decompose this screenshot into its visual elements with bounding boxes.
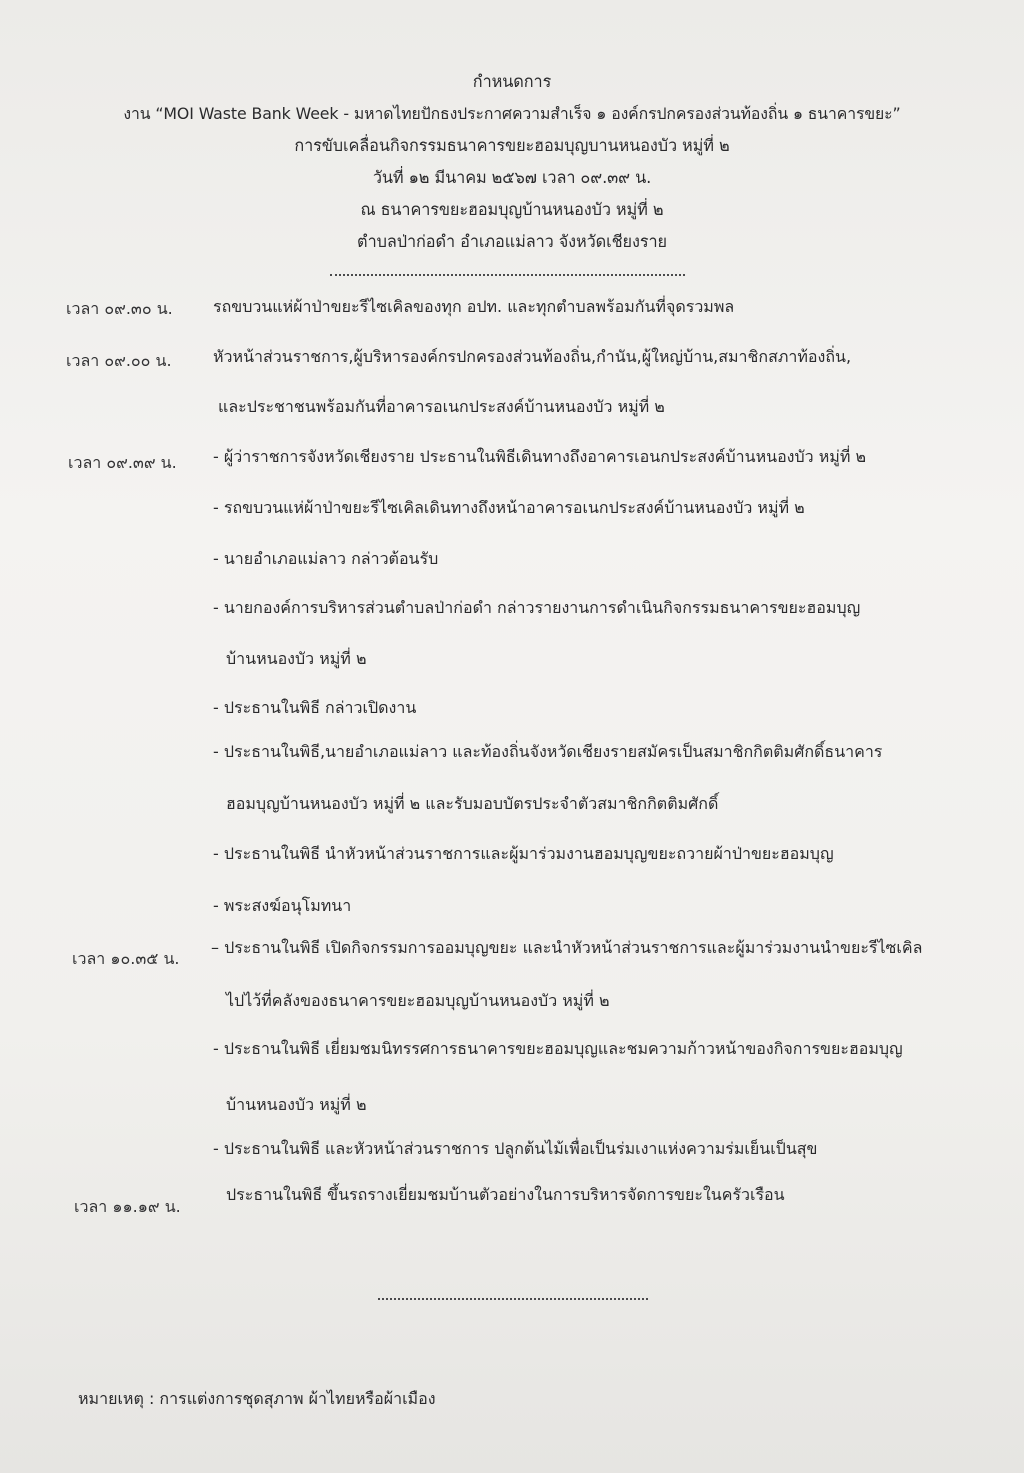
event-venue: ณ ธนาคารขยะฮอมบุญบ้านหนองบัว หมู่ที่ ๒ [360,200,664,219]
schedule-item: - ประธานในพิธี กล่าวเปิดงาน [213,698,417,717]
schedule-item: - รถขบวนแห่ผ้าป่าขยะรีไซเคิลเดินทางถึงหน้าอาคารอเนกประสงค์บ้านหนองบัว หมู่ที่ ๒ [213,498,805,517]
event-name: งาน “MOI Waste Bank Week - มหาดไทยปักธงประกาศความสำเร็จ ๑ องค์กรปกครองส่วนท้องถิ่น ๑ ธนาคารขยะ” [123,104,901,123]
schedule-item: - ประธานในพิธี และหัวหน้าส่วนราชการ ปลูกต้นไม้เพื่อเป็นร่มเงาแห่งความร่มเย็นเป็นสุข [213,1139,818,1158]
schedule-item: - ประธานในพิธี นำหัวหน้าส่วนราชการและผู้มาร่วมงานฮอมบุญขยะถวายผ้าป่าขยะฮอมบุญ [213,844,834,863]
schedule-item: - ประธานในพิธี เยี่ยมชมนิทรรศการธนาคารขยะฮอมบุญและชมความก้าวหน้าของกิจการขยะฮอมบุญ [213,1039,903,1058]
document-title: กำหนดการ [472,72,552,91]
activity-name: การขับเคลื่อนกิจกรรมธนาคารขยะฮอมบุญบานหนองบัว หมู่ที่ ๒ [294,136,730,155]
schedule-item: - นายอำเภอแม่ลาว กล่าวต้อนรับ [213,549,439,568]
time-label: เวลา ๑๐.๓๕ น. [72,949,180,968]
schedule-item-continued: บ้านหนองบัว หมู่ที่ ๒ [226,649,367,668]
time-label: เวลา ๑๑.๑๙ น. [74,1197,181,1216]
time-label: เวลา ๐๙.๓๙ น. [68,453,177,472]
time-label: เวลา ๐๙.๓๐ น. [66,299,173,318]
schedule-item: ประธานในพิธี ขึ้นรถรางเยี่ยมชมบ้านตัวอย่างในการบริหารจัดการขยะในครัวเรือน [226,1185,785,1204]
schedule-item: รถขบวนแห่ผ้าป่าขยะรีไซเคิลของทุก อปท. และทุกตำบลพร้อมกันที่จุดรวมพล [213,297,735,316]
schedule-item: หัวหน้าส่วนราชการ,ผู้บริหารองค์กรปกครองส่วนท้องถิ่น,กำนัน,ผู้ใหญ่บ้าน,สมาชิกสภาท้องถิ่น, [213,347,852,366]
footer-note: หมายเหตุ : การแต่งการชุดสุภาพ ผ้าไทยหรือผ้าเมือง [78,1389,436,1408]
schedule-item-continued: ฮอมบุญบ้านหนองบัว หมู่ที่ ๒ และรับมอบบัตรประจำตัวสมาชิกกิตติมศักดิ์ [226,794,719,813]
event-date-time: วันที่ ๑๒ มีนาคม ๒๕๖๗ เวลา ๐๙.๓๙ น. [372,168,652,187]
schedule-item: - นายกองค์การบริหารส่วนตำบลป่าก่อดำ กล่าวรายงานการดำเนินกิจกรรมธนาคารขยะฮอมบุญ [213,598,861,617]
document-header [0,66,1024,258]
schedule-item: - ประธานในพิธี,นายอำเภอแม่ลาว และท้องถิ่นจังหวัดเชียงรายสมัครเป็นสมาชิกกิตติมศักดิ์ธนาคาร [213,742,883,761]
dotted-divider-top [330,272,685,276]
schedule-item: – ประธานในพิธี เปิดกิจกรรมการออมบุญขยะ และนำหัวหน้าส่วนราชการและผู้มาร่วมงานนำขยะรีไซเคิล [211,938,923,957]
schedule-item: - พระสงฆ์อนุโมทนา [213,896,352,915]
schedule-item-continued: และประชาชนพร้อมกันที่อาคารอเนกประสงค์บ้านหนองบัว หมู่ที่ ๒ [218,397,665,416]
dotted-divider-bottom [378,1296,648,1300]
schedule-item-continued: ไปไว้ที่คลังของธนาคารขยะฮอมบุญบ้านหนองบัว หมู่ที่ ๒ [226,991,610,1010]
schedule-item: - ผู้ว่าราชการจังหวัดเชียงราย ประธานในพิธีเดินทางถึงอาคารเอนกประสงค์บ้านหนองบัว หมู่ที่ ๒ [213,447,866,466]
time-label: เวลา ๐๙.๐๐ น. [66,351,172,370]
schedule-item-continued: บ้านหนองบัว หมู่ที่ ๒ [226,1095,367,1114]
event-location: ตำบลป่าก่อดำ อำเภอแม่ลาว จังหวัดเชียงราย [357,232,667,251]
